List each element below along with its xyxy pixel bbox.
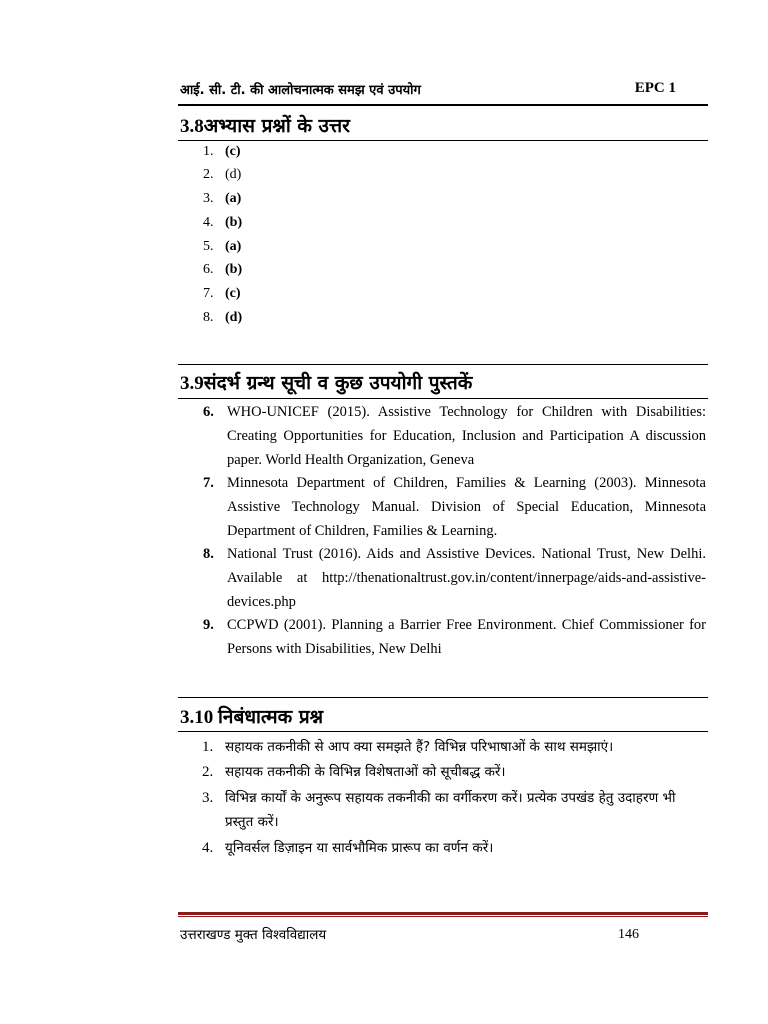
list-item — [203, 310, 242, 326]
reference-text: Minnesota Department of Children, Families & Learning (2003). Minnesota Assistive Technology Manual. Division of Special Education, Minnesota Department of Children, Families & Learning. — [227, 475, 706, 539]
footer-rule-thin — [178, 916, 708, 917]
header-rule — [178, 104, 708, 106]
section-overline — [178, 697, 708, 698]
item-number: 4. — [202, 840, 214, 856]
list-item — [200, 542, 706, 614]
question-text: सहायक तकनीकी से आप क्या समझते हैं? विभिन्न परिभाषाओं के साथ समझाएं। — [225, 739, 614, 755]
item-number: 9. — [203, 617, 214, 633]
reference-text: CCPWD (2001). Planning a Barrier Free Environment. Chief Commissioner for Persons with Disabilities, New Delhi — [227, 617, 706, 657]
item-number: 3. — [203, 191, 214, 206]
list-item — [203, 286, 241, 302]
item-number: 1. — [203, 144, 214, 159]
section-heading-text: संदर्भ ग्रन्थ सूची व कुछ उपयोगी पुस्तकें — [203, 372, 473, 394]
item-number: 2. — [202, 764, 214, 780]
item-number: 2. — [203, 167, 214, 182]
answer-value: (c) — [225, 144, 241, 159]
answer-value: (c) — [225, 286, 241, 301]
running-header-title: आई. सी. टी. की आलोचनात्मक समझ एवं उपयोग — [180, 83, 421, 98]
section-number: 3.8 — [180, 116, 204, 137]
section-number: 3.10 — [180, 707, 214, 728]
item-number: 6. — [203, 404, 214, 420]
course-code: EPC 1 — [634, 80, 676, 96]
footer-university-name: उत्तराखण्ड मुक्त विश्वविद्यालय — [180, 927, 327, 943]
reference-text: WHO-UNICEF (2015). Assistive Technology for Children with Disabilities: Creating Opportunities for Education, Inclusion and Participation A discussion paper. World Health Organization, Geneva — [227, 404, 706, 468]
section-title-references — [180, 369, 472, 395]
item-number: 8. — [203, 310, 214, 325]
list-item — [203, 191, 241, 207]
item-number: 8. — [203, 546, 214, 562]
section-overline — [178, 364, 708, 365]
answer-value: (b) — [225, 215, 243, 230]
section-title-questions — [180, 703, 323, 729]
question-text: सहायक तकनीकी के विभिन्न विशेषताओं को सूचीबद्ध करें। — [225, 764, 506, 780]
item-number: 7. — [203, 475, 214, 491]
list-item — [200, 735, 706, 759]
list-item — [203, 239, 241, 255]
item-number: 1. — [202, 739, 214, 755]
answer-value: (d) — [225, 310, 243, 325]
running-header — [180, 80, 708, 100]
section-heading-text: निबंधात्मक प्रश्न — [218, 706, 324, 728]
footer-rule — [178, 912, 708, 915]
question-text: यूनिवर्सल डिज़ाइन या सार्वभौमिक प्रारूप का वर्णन करें। — [225, 840, 494, 856]
list-item — [200, 471, 706, 543]
item-number: 6. — [203, 262, 214, 277]
item-number: 4. — [203, 215, 214, 230]
answer-value: (d) — [225, 167, 242, 182]
list-item — [200, 760, 706, 784]
question-text: विभिन्न कार्यों के अनुरूप सहायक तकनीकी का वर्गीकरण करें। प्रत्येक उपखंड हेतु उदाहरण भी प्रस्तुत करें। — [225, 790, 676, 830]
section-underline — [178, 398, 708, 399]
answer-value: (b) — [225, 262, 243, 277]
section-underline — [178, 140, 708, 141]
list-item — [203, 262, 242, 278]
item-number: 5. — [203, 239, 214, 254]
item-number: 3. — [202, 790, 214, 806]
list-item — [200, 400, 706, 472]
section-heading-text: अभ्यास प्रश्नों के उत्तर — [203, 115, 350, 137]
list-item — [200, 613, 706, 661]
list-item — [200, 836, 706, 860]
page-number: 146 — [618, 927, 639, 942]
section-underline — [178, 731, 708, 732]
list-item — [203, 167, 241, 183]
answer-value: (a) — [225, 239, 242, 254]
section-title-answers — [180, 112, 350, 138]
item-number: 7. — [203, 286, 214, 301]
list-item — [203, 215, 242, 231]
list-item — [200, 786, 706, 834]
answer-value: (a) — [225, 191, 242, 206]
list-item — [203, 144, 241, 160]
section-number: 3.9 — [180, 373, 204, 394]
reference-text: National Trust (2016). Aids and Assistive Devices. National Trust, New Delhi. Available at http://thenationaltrust.gov.in/content/innerpage/aids-and-assistive-devices.php — [227, 546, 706, 610]
